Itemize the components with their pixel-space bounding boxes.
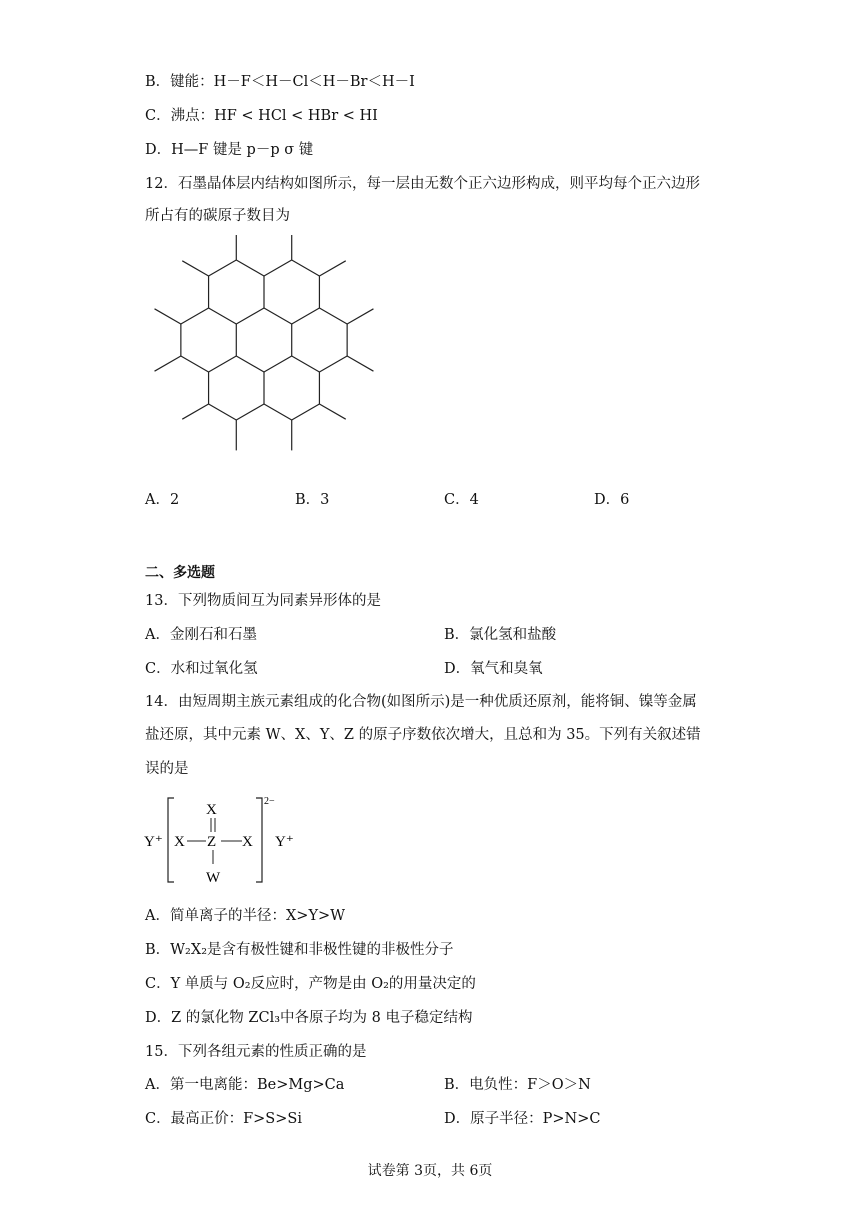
charge-label: 2− (264, 796, 275, 807)
atom-bottom: W (206, 870, 221, 886)
q15-option-c: C．最高正价：F>S>Si (145, 1111, 302, 1127)
q12-option-c: C．4 (444, 492, 479, 508)
carbon-bond (319, 308, 347, 324)
carbon-bond (264, 308, 292, 324)
carbon-bond (292, 404, 320, 420)
q15-option-d: D．原子半径：P>N>C (444, 1111, 601, 1127)
carbon-bond (264, 404, 292, 420)
q13-stem: 13．下列物质间互为同素异形体的是 (145, 593, 381, 609)
atom-right: X (242, 834, 253, 850)
graphite-hexagon-diagram (140, 235, 390, 480)
q11-option-d: D．H—F 键是 p－p σ 键 (145, 142, 314, 158)
q12-option-d: D．6 (594, 492, 630, 508)
q12-stem-line2: 所占有的碳原子数目为 (145, 208, 290, 224)
q13-option-c: C．水和过氧化氢 (145, 661, 258, 677)
right-bracket (256, 798, 262, 882)
q13-option-b: B．氯化氢和盐酸 (444, 627, 557, 643)
q14-option-b: B．W₂X₂是含有极性键和非极性键的非极性分子 (145, 942, 454, 958)
q15-option-a: A．第一电离能：Be>Mg>Ca (145, 1077, 345, 1093)
carbon-bond (236, 260, 264, 276)
q14-stem-line3: 误的是 (145, 761, 189, 777)
q14-stem-line2: 盐还原，其中元素 W、X、Y、Z 的原子序数依次增大，且总和为 35。下列有关叙述错 (145, 727, 701, 743)
carbon-bond (209, 404, 237, 420)
carbon-bond (236, 404, 264, 420)
compound-structure-diagram (140, 790, 320, 890)
q14-option-a: A．简单离子的半径：X>Y>W (145, 908, 346, 924)
q14-option-d: D．Z 的氯化物 ZCl₃中各原子均为 8 电子稳定结构 (145, 1010, 473, 1026)
carbon-bond (292, 308, 320, 324)
q12-option-b: B．3 (295, 492, 330, 508)
carbon-bond (209, 260, 237, 276)
q11-option-c: C．沸点：HF < HCl < HBr < HI (145, 108, 378, 124)
q15-stem: 15．下列各组元素的性质正确的是 (145, 1044, 367, 1060)
dangling-bond (319, 261, 345, 276)
atom-left: X (174, 834, 185, 850)
carbon-bond (181, 356, 209, 372)
dangling-bond (182, 404, 208, 419)
q14-option-c: C．Y 单质与 O₂反应时，产物是由 O₂的用量决定的 (145, 976, 476, 992)
dangling-bond (182, 261, 208, 276)
section-title: 二、多选题 (145, 565, 215, 581)
q14-stem-line1: 14．由短周期主族元素组成的化合物(如图所示)是一种优质还原剂，能将铜、镍等金属 (145, 694, 697, 710)
carbon-bond (292, 260, 320, 276)
carbon-bond (264, 356, 292, 372)
carbon-bond (209, 356, 237, 372)
carbon-bond (236, 308, 264, 324)
carbon-bond (236, 356, 264, 372)
q12-stem-line1: 12．石墨晶体层内结构如图所示，每一层由无数个正六边形构成，则平均每个正六边形 (145, 176, 700, 192)
dangling-bond (347, 356, 373, 371)
dangling-bond (155, 309, 181, 324)
q15-option-b: B．电负性：F＞O＞N (444, 1077, 591, 1093)
carbon-bond (319, 356, 347, 372)
carbon-bond (209, 308, 237, 324)
q13-option-a: A．金刚石和石墨 (145, 627, 257, 643)
page-footer: 试卷第 3页，共 6页 (367, 1163, 493, 1179)
cation-right: Y⁺ (275, 834, 294, 850)
atom-top: X (206, 802, 217, 818)
atom-center: Z (207, 834, 217, 850)
dangling-bond (319, 404, 345, 419)
q13-option-d: D．氧气和臭氧 (444, 661, 543, 677)
q12-option-a: A．2 (145, 492, 180, 508)
dangling-bond (347, 309, 373, 324)
carbon-bond (181, 308, 209, 324)
carbon-bond (292, 356, 320, 372)
carbon-bond (264, 260, 292, 276)
dangling-bond (155, 356, 181, 371)
cation-left: Y⁺ (144, 834, 163, 850)
q11-option-b: B．键能：H－F＜H－Cl＜H－Br＜H－I (145, 74, 415, 90)
